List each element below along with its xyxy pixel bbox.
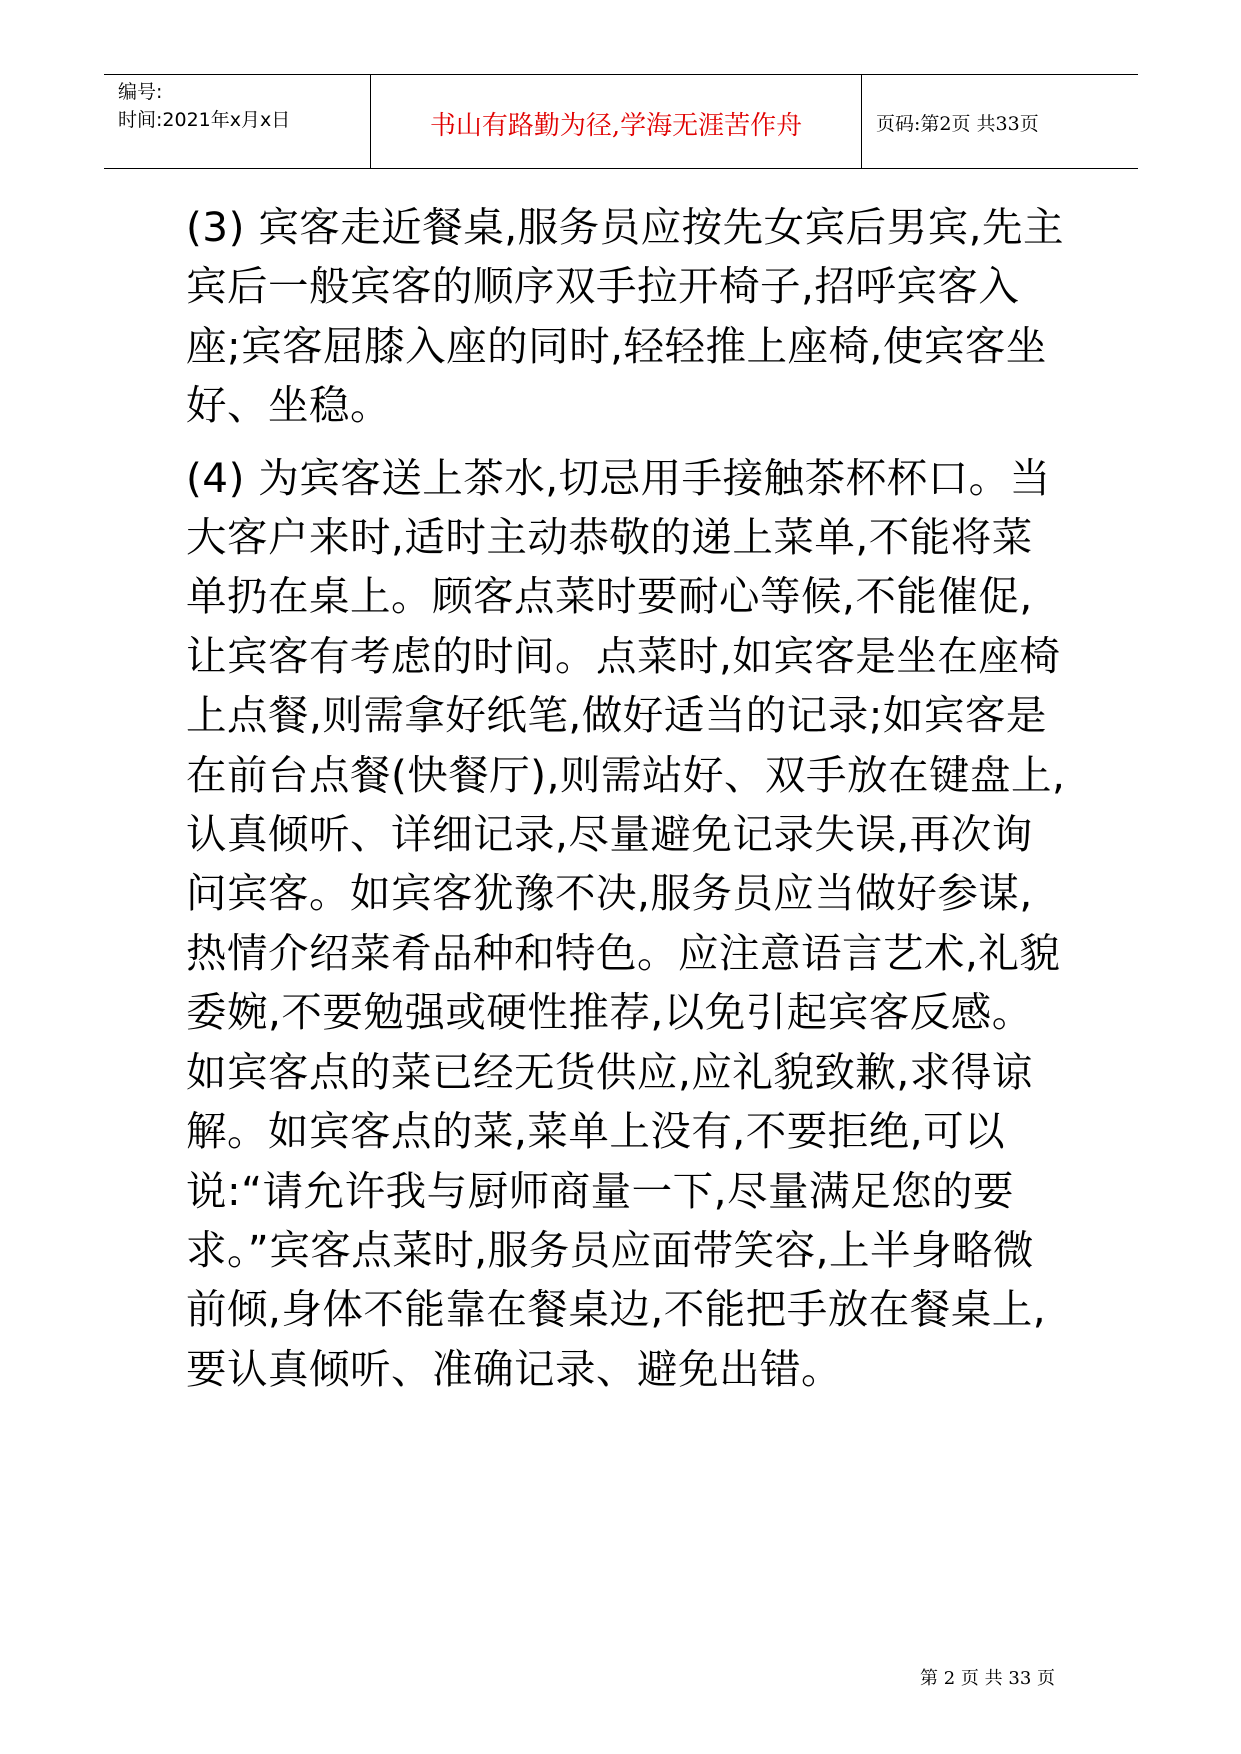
header-page-cell [862,75,1138,168]
paragraph-4: (4) 为宾客送上茶水,切忌用手接触茶杯杯口。当大客户来时,适时主动恭敬的递上菜单,不能将菜单扔在桌上。顾客点菜时要耐心等候,不能催促,让宾客有考虑的时间。点菜时,如宾客是坐在座椅上点餐,则需拿好纸笔,做好适当的记录;如宾客是在前台点餐(快餐厅),则需站好、双手放在键盘上,认真倾听、详细记录,尽量避免记录失误,再次询问宾客。如宾客犹豫不决,服务员应当做好参谋,热情介绍菜肴品种和特色。应注意语言艺术,礼貌委婉,不要勉强或硬性推荐,以免引起宾客反感。如宾客点的菜已经无货供应,应礼貌致歉,求得谅解。如宾客点的菜,菜单上没有,不要拒绝,可以说:“请允许我与厨师商量一下,尽量满足您的要求。”宾客点菜时,服务员应面带笑容,上半身略微前倾,身体不能靠在餐桌边,不能把手放在餐桌上,要认真倾听、准确记录、避免出错。 [186,453,1066,1393]
header-motto-cell [370,75,862,168]
page-header [104,74,1138,169]
header-page-info: 页码:第2页 共33页 [876,113,1039,135]
header-motto: 书山有路勤为径,学海无涯苦作舟 [429,111,803,141]
serial-label: 编号: [118,81,163,103]
time-label: 时间:2021年x月x日 [118,109,291,131]
document-body [186,198,1066,1412]
paragraph-3: (3) 宾客走近餐桌,服务员应按先女宾后男宾,先主宾后一般宾客的顺序双手拉开椅子,招呼宾客入座;宾客屈膝入座的同时,轻轻推上座椅,使宾客坐好、坐稳。 [186,203,1064,430]
page-footer: 第 2 页 共 33 页 [920,1668,1055,1689]
header-meta-cell [104,75,370,168]
